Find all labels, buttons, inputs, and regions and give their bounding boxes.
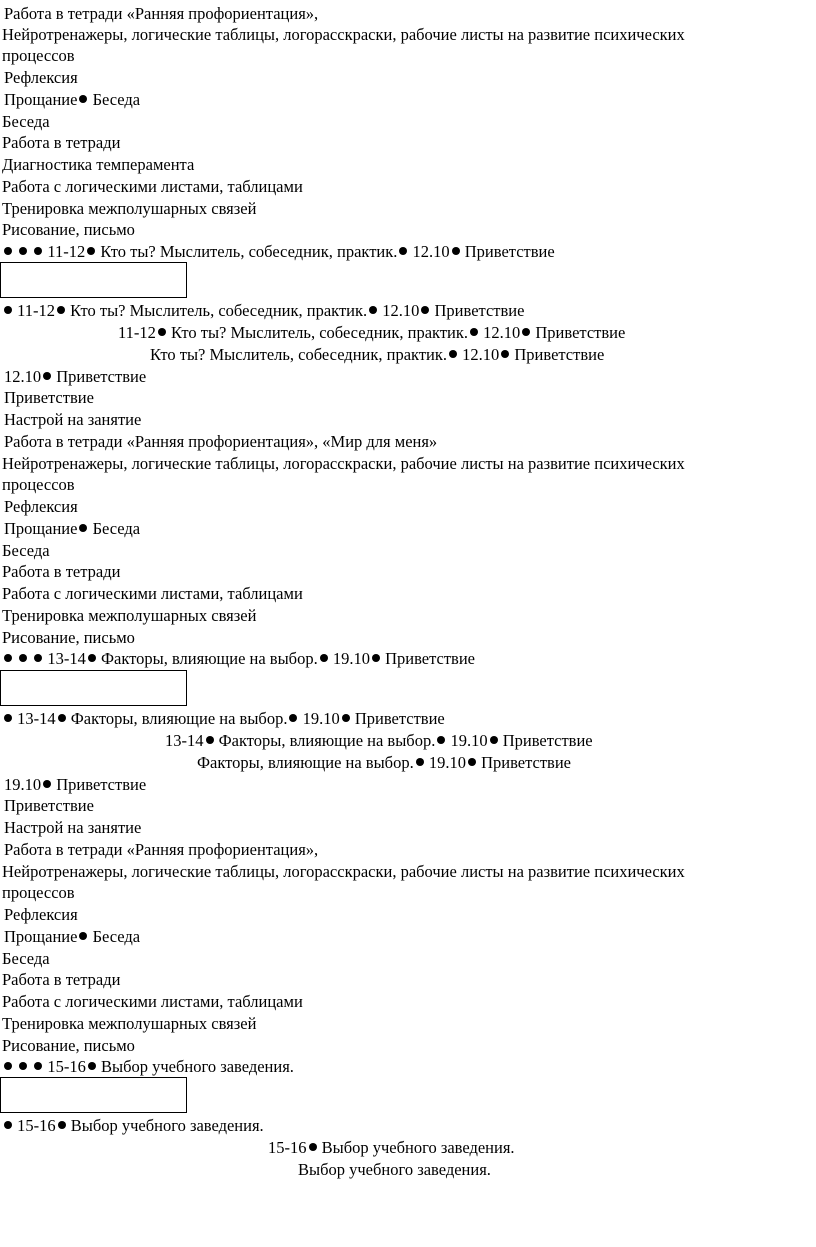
bullet-icon (399, 247, 407, 255)
text-fragment: 19.10 (450, 731, 488, 750)
text-line: Рисование, письмо (2, 628, 135, 647)
text-line: Беседа (2, 112, 50, 131)
bullet-icon (88, 1062, 96, 1070)
bullet-icon (58, 714, 66, 722)
bullet-icon (34, 247, 42, 255)
text-fragment: Приветствие (56, 367, 147, 386)
bullet-icon (421, 306, 429, 314)
text-fragment: Факторы, влияющие на выбор. (70, 709, 288, 728)
text-fragment: Приветствие (434, 301, 525, 320)
text-fragment: 15-16 (268, 1138, 307, 1157)
text-line (197, 752, 571, 774)
text-line (150, 344, 604, 366)
text-fragment: Факторы, влияющие на выбор. (101, 649, 318, 668)
text-line: Настрой на занятие (4, 818, 142, 837)
bullet-icon (468, 758, 476, 766)
text-line: Нейротренажеры, логические таблицы, логорасскраски, рабочие листы на развитие психических (2, 25, 685, 44)
bullet-icon (452, 247, 460, 255)
text-line (2, 241, 555, 263)
text-fragment: Кто ты? Мыслитель, собеседник, практик. (150, 345, 447, 364)
bullet-icon (449, 350, 457, 358)
empty-frame (0, 1077, 187, 1113)
text-line: Работа в тетради (2, 562, 121, 581)
text-fragment: Факторы, влияющие на выбор. (197, 753, 414, 772)
text-line: Нейротренажеры, логические таблицы, логорасскраски, рабочие листы на развитие психических (2, 862, 685, 881)
bullet-icon (342, 714, 350, 722)
bullet-icon (79, 524, 87, 532)
text-fragment: Приветствие (354, 709, 445, 728)
bullet-icon (158, 328, 166, 336)
text-fragment: Прощание (4, 519, 78, 538)
bullet-icon (470, 328, 478, 336)
bullet-icon (206, 736, 214, 744)
text-fragment: 11-12 (118, 323, 156, 342)
text-line (2, 648, 475, 670)
text-line: процессов (2, 475, 75, 494)
text-line: Рисование, письмо (2, 1036, 135, 1055)
text-line: Настрой на занятие (4, 410, 142, 429)
text-fragment: Кто ты? Мыслитель, собеседник, практик. (171, 323, 469, 342)
text-fragment: Факторы, влияющие на выбор. (218, 731, 436, 750)
text-line (268, 1137, 515, 1159)
bullet-icon (4, 306, 12, 314)
text-line: Тренировка межполушарных связей (2, 199, 257, 218)
text-line (118, 322, 625, 344)
bullet-icon (58, 1121, 66, 1129)
text-fragment: 15-16 (17, 1116, 56, 1135)
text-fragment: 12.10 (483, 323, 521, 342)
text-line (2, 1115, 264, 1137)
bullet-icon (4, 247, 12, 255)
text-fragment: 12.10 (462, 345, 500, 364)
text-line: Работа с логическими листами, таблицами (2, 584, 303, 603)
text-fragment: Выбор учебного заведения. (101, 1057, 294, 1076)
text-fragment: Прощание (4, 90, 78, 109)
bullet-icon (4, 1062, 12, 1070)
text-line: Тренировка межполушарных связей (2, 1014, 257, 1033)
text-fragment: Приветствие (56, 775, 147, 794)
text-fragment: Кто ты? Мыслитель, собеседник, практик. (100, 242, 398, 261)
text-fragment: 12.10 (412, 242, 450, 261)
text-fragment: 15-16 (47, 1057, 86, 1076)
text-line: Работа в тетради «Ранняя профориентация», (4, 840, 319, 859)
bullet-icon (4, 1121, 12, 1129)
text-line: Рефлексия (4, 497, 78, 516)
bullet-icon (309, 1143, 317, 1151)
bullet-icon (19, 654, 27, 662)
bullet-icon (19, 1062, 27, 1070)
text-fragment: Беседа (92, 519, 141, 538)
text-fragment: Прощание (4, 927, 78, 946)
bullet-icon (79, 932, 87, 940)
text-line (4, 926, 140, 948)
text-fragment: 13-14 (47, 649, 86, 668)
text-line (4, 89, 140, 111)
text-fragment: Кто ты? Мыслитель, собеседник, практик. (70, 301, 368, 320)
text-fragment: Приветствие (514, 345, 605, 364)
bullet-icon (522, 328, 530, 336)
text-line: Приветствие (4, 388, 94, 407)
text-line: Работа в тетради «Ранняя профориентация», «Мир для меня» (4, 432, 438, 451)
text-fragment: Беседа (92, 90, 141, 109)
text-line: Работа с логическими листами, таблицами (2, 177, 303, 196)
text-line: Нейротренажеры, логические таблицы, логорасскраски, рабочие листы на развитие психических (2, 454, 685, 473)
bullet-icon (437, 736, 445, 744)
bullet-icon (4, 654, 12, 662)
text-line: Выбор учебного заведения. (298, 1160, 491, 1179)
bullet-icon (372, 654, 380, 662)
text-fragment: 12.10 (382, 301, 420, 320)
text-fragment: Приветствие (502, 731, 593, 750)
text-fragment: Приветствие (464, 242, 555, 261)
bullet-icon (43, 372, 51, 380)
bullet-icon (88, 654, 96, 662)
text-fragment: Приветствие (385, 649, 475, 668)
text-fragment: 13-14 (165, 731, 204, 750)
text-fragment: 11-12 (47, 242, 86, 261)
text-fragment: 19.10 (332, 649, 370, 668)
bullet-icon (416, 758, 424, 766)
bullet-icon (490, 736, 498, 744)
text-line: Работа в тетради «Ранняя профориентация», (4, 4, 319, 23)
text-line (4, 518, 140, 540)
text-line: Беседа (2, 949, 50, 968)
bullet-icon (57, 306, 65, 314)
text-fragment: Выбор учебного заведения. (321, 1138, 515, 1157)
text-fragment: 19.10 (302, 709, 340, 728)
empty-frame (0, 262, 187, 298)
text-line (4, 774, 146, 796)
bullet-icon (369, 306, 377, 314)
text-line: Работа в тетради (2, 970, 121, 989)
bullet-icon (19, 247, 27, 255)
text-line (4, 366, 146, 388)
text-line: Приветствие (4, 796, 94, 815)
bullet-icon (4, 714, 12, 722)
text-fragment: Приветствие (535, 323, 626, 342)
text-fragment: Выбор учебного заведения. (70, 1116, 264, 1135)
text-line: Рефлексия (4, 905, 78, 924)
text-line (2, 300, 524, 322)
text-fragment: 19.10 (428, 753, 466, 772)
bullet-icon (43, 780, 51, 788)
text-line: Рефлексия (4, 68, 78, 87)
text-fragment: Беседа (92, 927, 141, 946)
bullet-icon (87, 247, 95, 255)
text-line: Тренировка межполушарных связей (2, 606, 257, 625)
text-line: Работа с логическими листами, таблицами (2, 992, 303, 1011)
bullet-icon (79, 95, 87, 103)
empty-frame (0, 670, 187, 706)
bullet-icon (289, 714, 297, 722)
text-line: процессов (2, 883, 75, 902)
text-fragment: 19.10 (4, 775, 42, 794)
text-line: процессов (2, 46, 75, 65)
text-line (165, 730, 593, 752)
bullet-icon (34, 1062, 42, 1070)
text-line (2, 1056, 294, 1078)
text-fragment: Приветствие (481, 753, 571, 772)
text-line: Работа в тетради (2, 133, 121, 152)
bullet-icon (320, 654, 328, 662)
text-line: Беседа (2, 541, 50, 560)
bullet-icon (501, 350, 509, 358)
text-line: Рисование, письмо (2, 220, 135, 239)
text-line (2, 708, 445, 730)
text-fragment: 11-12 (17, 301, 56, 320)
text-fragment: 12.10 (4, 367, 42, 386)
bullet-icon (34, 654, 42, 662)
text-line: Диагностика темперамента (2, 155, 195, 174)
text-fragment: 13-14 (17, 709, 56, 728)
